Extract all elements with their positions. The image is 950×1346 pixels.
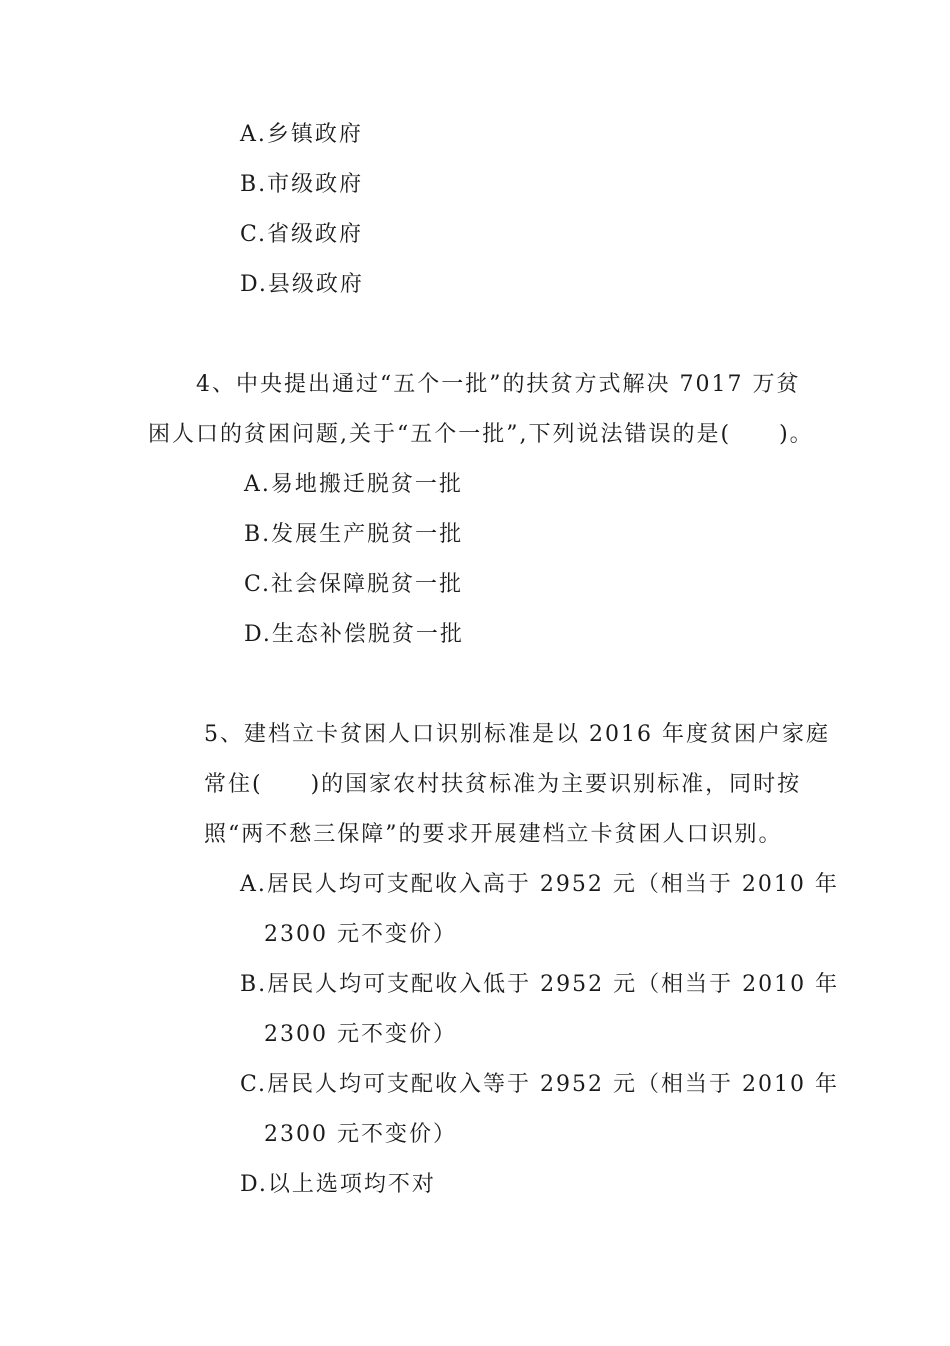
- q4-option-a: A.易地搬迁脱贫一批: [244, 472, 463, 497]
- q5-option-d: D.以上选项均不对: [240, 1172, 436, 1197]
- q5-stem-line-2: 常住( )的国家农村扶贫标准为主要识别标准，同时按: [204, 772, 802, 797]
- q4-option-d: D.生态补偿脱贫一批: [244, 622, 464, 647]
- q3-option-c: C.省级政府: [240, 222, 364, 247]
- q5-option-c-line-2: 2300 元不变价）: [264, 1122, 457, 1147]
- q5-option-a-line-1: A.居民人均可支配收入高于 2952 元（相当于 2010 年: [240, 872, 839, 897]
- q4-option-b: B.发展生产脱贫一批: [244, 522, 464, 547]
- q3-option-a: A.乡镇政府: [240, 122, 363, 147]
- q4-stem-line-1: 4、中央提出通过“五个一批”的扶贫方式解决 7017 万贫: [196, 372, 801, 397]
- q4-option-c: C.社会保障脱贫一批: [244, 572, 464, 597]
- q3-option-d: D.县级政府: [240, 272, 364, 297]
- q4-stem-line-2: 困人口的贫困问题,关于“五个一批”,下列说法错误的是( )。: [148, 422, 814, 447]
- q5-option-c-line-1: C.居民人均可支配收入等于 2952 元（相当于 2010 年: [240, 1072, 839, 1097]
- q5-stem-line-1: 5、建档立卡贫困人口识别标准是以 2016 年度贫困户家庭: [204, 722, 830, 747]
- q5-option-b-line-1: B.居民人均可支配收入低于 2952 元（相当于 2010 年: [240, 972, 840, 997]
- q5-option-a-line-2: 2300 元不变价）: [264, 922, 457, 947]
- q5-stem-line-3: 照“两不愁三保障”的要求开展建档立卡贫困人口识别。: [204, 822, 783, 847]
- q5-option-b-line-2: 2300 元不变价）: [264, 1022, 457, 1047]
- q3-option-b: B.市级政府: [240, 172, 364, 197]
